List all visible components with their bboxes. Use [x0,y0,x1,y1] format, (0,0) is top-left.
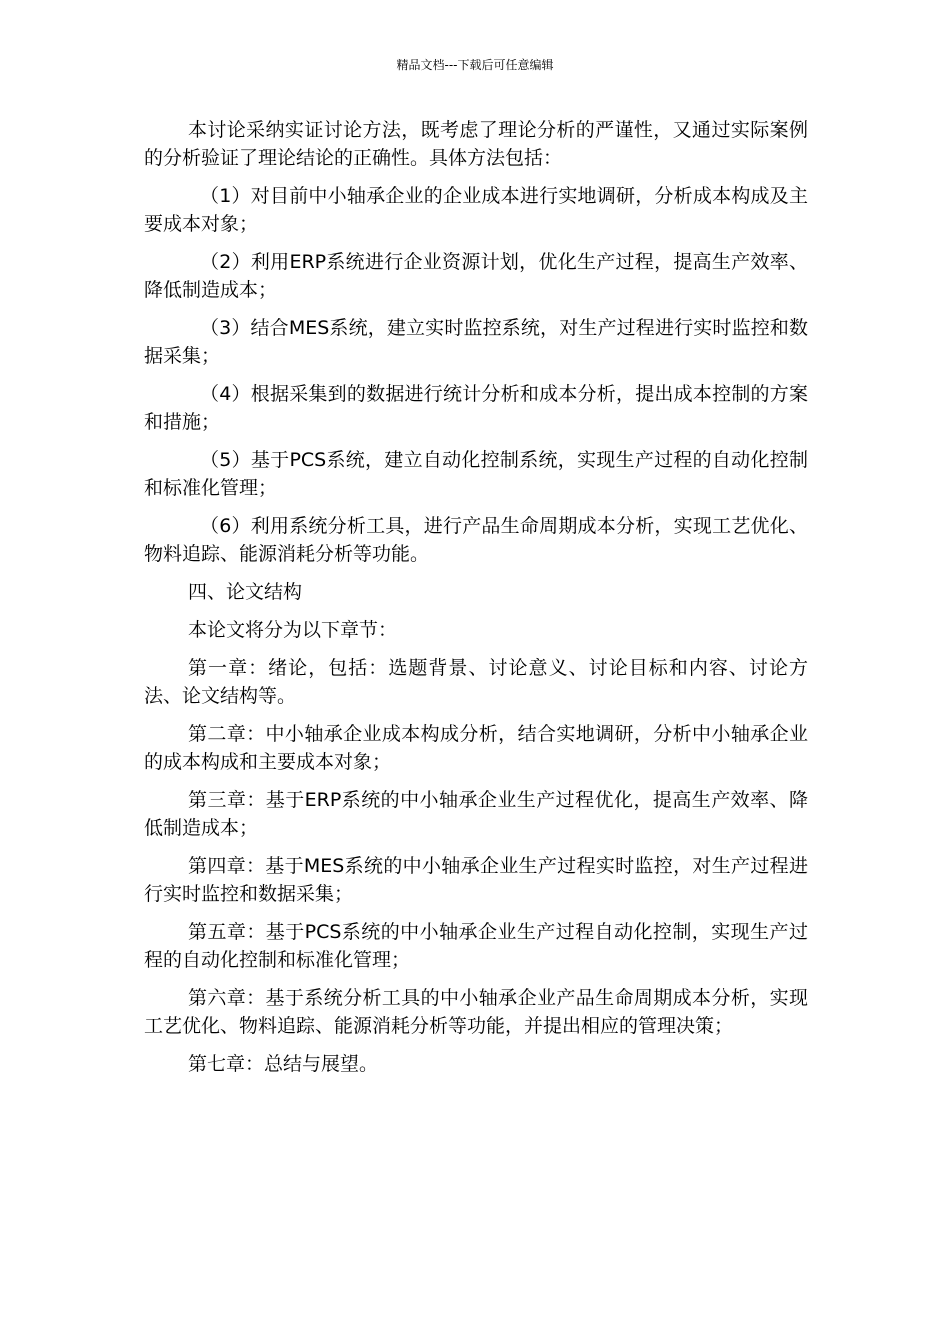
paragraph-method-intro: 本讨论采纳实证讨论方法，既考虑了理论分析的严谨性，又通过实际案例的分析验证了理论结论的正确性。具体方法包括： [144,119,808,169]
paragraph-method-6: （6）利用系统分析工具，进行产品生命周期成本分析，实现工艺优化、物料追踪、能源消耗分析等功能。 [144,515,808,565]
paragraph-chapter-5: 第五章：基于PCS系统的中小轴承企业生产过程自动化控制，实现生产过程的自动化控制和标准化管理； [144,921,808,971]
page-header: 精品文档---下载后可任意编辑 [396,58,554,72]
document-body [144,116,808,1088]
paragraph-chapter-6: 第六章：基于系统分析工具的中小轴承企业产品生命周期成本分析，实现工艺优化、物料追踪、能源消耗分析等功能，并提出相应的管理决策； [144,987,808,1037]
section-heading-structure: 四、论文结构 [188,581,303,603]
paragraph-method-5: （5）基于PCS系统，建立自动化控制系统，实现生产过程的自动化控制和标准化管理； [144,449,808,499]
paragraph-method-4: （4）根据采集到的数据进行统计分析和成本分析，提出成本控制的方案和措施； [144,383,808,433]
paragraph-chapter-1: 第一章：绪论，包括：选题背景、讨论意义、讨论目标和内容、讨论方法、论文结构等。 [144,657,808,707]
paragraph-method-3: （3）结合MES系统，建立实时监控系统，对生产过程进行实时监控和数据采集； [144,317,808,367]
paragraph-chapter-7: 第七章：总结与展望。 [188,1053,379,1075]
paragraph-chapter-3: 第三章：基于ERP系统的中小轴承企业生产过程优化，提高生产效率、降低制造成本； [144,789,808,839]
paragraph-structure-intro: 本论文将分为以下章节： [188,619,398,641]
paragraph-chapter-4: 第四章：基于MES系统的中小轴承企业生产过程实时监控，对生产过程进行实时监控和数据采集； [144,855,808,905]
paragraph-method-2: （2）利用ERP系统进行企业资源计划，优化生产过程，提高生产效率、降低制造成本； [144,251,808,301]
paragraph-method-1: （1）对目前中小轴承企业的企业成本进行实地调研，分析成本构成及主要成本对象； [144,185,808,235]
paragraph-chapter-2: 第二章：中小轴承企业成本构成分析，结合实地调研，分析中小轴承企业的成本构成和主要成本对象； [144,723,808,773]
